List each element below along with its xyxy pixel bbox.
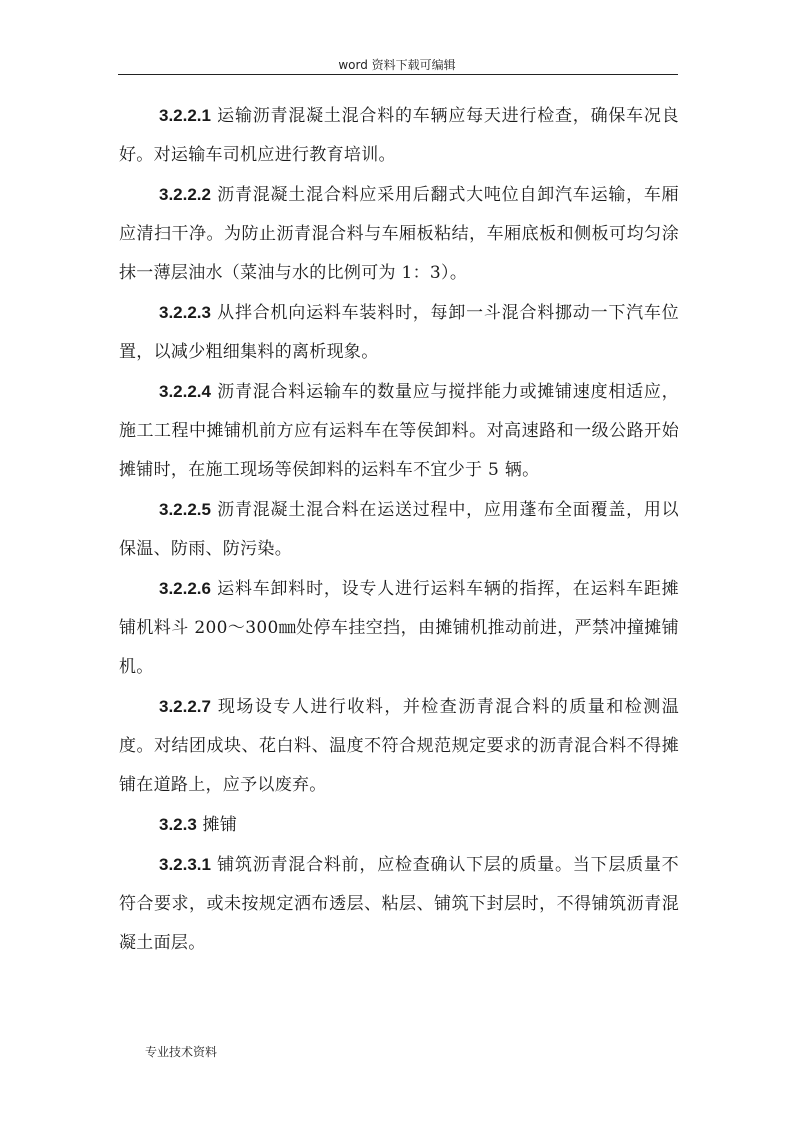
- paragraph-3-2-2-1: [119, 96, 679, 175]
- paragraph-text: 运料车卸料时，设专人进行运料车辆的指挥，在运料车距摊铺机料斗 200～300㎜处停车挂空挡，由摊铺机推动前进，严禁冲撞摊铺机。: [119, 579, 679, 677]
- paragraph-3-2-2-3: [119, 293, 679, 372]
- section-number: 3.2.2.3: [159, 303, 211, 322]
- paragraph-text: 现场设专人进行收料，并检查沥青混合料的质量和检测温度。对结团成块、花白料、温度不符合规范规定要求的沥青混合料不得摊铺在道路上，应予以废弃。: [119, 697, 679, 795]
- paragraph-3-2-2-5: [119, 490, 679, 569]
- paragraph-3-2-2-7: [119, 687, 679, 805]
- paragraph-text: 沥青混凝土混合料在运送过程中，应用蓬布全面覆盖，用以保温、防雨、防污染。: [119, 500, 679, 559]
- document-body: [119, 96, 679, 963]
- paragraph-text: 沥青混凝土混合料应采用后翻式大吨位自卸汽车运输，车厢应清扫干净。为防止沥青混合料与车厢板粘结，车厢底板和侧板可均匀涂抹一薄层油水（菜油与水的比例可为 1：3）。: [119, 185, 679, 283]
- section-number: 3.2.3: [159, 815, 197, 834]
- paragraph-text: 铺筑沥青混合料前，应检查确认下层的质量。当下层质量不符合要求，或未按规定洒布透层、粘层、铺筑下封层时，不得铺筑沥青混凝土面层。: [119, 855, 679, 953]
- page-footer: 专业技术资料: [145, 1045, 218, 1059]
- paragraph-3-2-3-1: [119, 845, 679, 963]
- page-header: word 资料下载可编辑: [338, 58, 456, 72]
- section-number: 3.2.2.5: [159, 500, 211, 519]
- paragraph-text: 运输沥青混凝土混合料的车辆应每天进行检查，确保车况良好。对运输车司机应进行教育培训。: [119, 106, 679, 165]
- paragraph-text: 沥青混合料运输车的数量应与搅拌能力或摊铺速度相适应，施工工程中摊铺机前方应有运料车在等侯卸料。对高速路和一级公路开始摊铺时，在施工现场等侯卸料的运料车不宜少于 5 辆。: [119, 382, 679, 480]
- section-heading-3-2-3: [119, 805, 679, 845]
- section-heading-text: 摊铺: [196, 815, 238, 835]
- paragraph-text: 从拌合机向运料车装料时，每卸一斗混合料挪动一下汽车位置，以减少粗细集料的离析现象。: [119, 303, 679, 362]
- section-number: 3.2.2.1: [159, 106, 211, 125]
- section-number: 3.2.2.4: [159, 382, 211, 401]
- section-number: 3.2.2.6: [159, 579, 211, 598]
- section-number: 3.2.3.1: [159, 855, 211, 874]
- paragraph-3-2-2-6: [119, 569, 679, 687]
- section-number: 3.2.2.7: [159, 697, 211, 716]
- header-divider: [118, 74, 678, 75]
- section-number: 3.2.2.2: [159, 185, 211, 204]
- paragraph-3-2-2-4: [119, 372, 679, 490]
- paragraph-3-2-2-2: [119, 175, 679, 293]
